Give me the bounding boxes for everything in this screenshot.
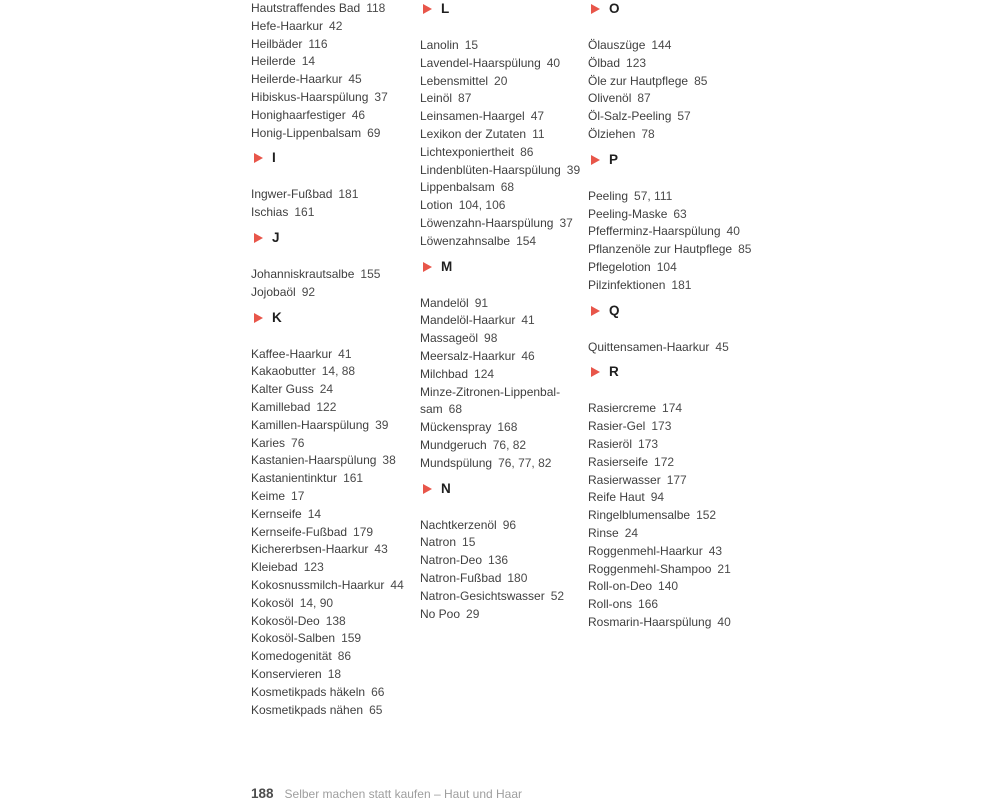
section-letter: N xyxy=(441,480,451,496)
section-letter: K xyxy=(272,309,282,325)
index-entry xyxy=(251,702,411,720)
entry-term: Kokosöl-Deo xyxy=(251,613,320,628)
entry-term: Rasiercreme xyxy=(588,401,657,416)
entry-term: Ischias xyxy=(251,205,289,220)
entry-term: Kalter Guss xyxy=(251,382,314,397)
entry-pages: 94 xyxy=(650,490,665,505)
section-header-i xyxy=(251,149,411,167)
index-entry xyxy=(420,455,580,473)
section-letter: Q xyxy=(609,302,620,318)
entry-pages: 57, 111 xyxy=(634,188,673,203)
entry-term: Kamillebad xyxy=(251,399,311,414)
entry-term: Lindenblüten-Haarspülung xyxy=(420,162,561,177)
entry-pages: 40 xyxy=(546,55,561,70)
section-triangle-icon xyxy=(591,367,600,377)
index-entry xyxy=(588,126,748,144)
entry-term: Ölziehen xyxy=(588,126,636,141)
index-entry xyxy=(251,452,411,470)
entry-term: Löwenzahnsalbe xyxy=(420,233,511,248)
entry-term: Natron-Deo xyxy=(420,553,483,568)
entry-term: Natron xyxy=(420,535,457,550)
entry-term: Jojobaöl xyxy=(251,284,296,299)
index-entry xyxy=(588,108,748,126)
section-letter: L xyxy=(441,1,450,16)
entry-term: Ölauszüge xyxy=(588,38,646,52)
index-entry xyxy=(251,524,411,542)
index-entry xyxy=(251,613,411,631)
entry-pages: 37 xyxy=(559,215,573,230)
index-entry xyxy=(251,399,411,417)
entry-pages: 14, 90 xyxy=(299,595,334,610)
index-entry xyxy=(251,0,411,18)
index-entry xyxy=(420,348,580,366)
index-entry xyxy=(251,284,411,302)
index-column xyxy=(420,0,580,623)
entry-pages: 123 xyxy=(626,55,647,70)
entry-term: Kosmetikpads häkeln xyxy=(251,684,366,699)
index-entry xyxy=(251,684,411,702)
index-entry xyxy=(420,366,580,384)
section-triangle-icon xyxy=(591,155,600,165)
entry-term: Roll-ons xyxy=(588,597,633,612)
entry-pages: 85 xyxy=(738,242,752,257)
index-entry xyxy=(420,606,580,624)
entry-pages: 41 xyxy=(521,313,535,328)
entry-term: Roggenmehl-Shampoo xyxy=(588,561,712,576)
entry-term: Kleiebad xyxy=(251,560,298,575)
index-entry xyxy=(420,126,580,144)
index-entry xyxy=(251,559,411,577)
entry-pages: 45 xyxy=(715,339,729,354)
index-entry xyxy=(420,330,580,348)
entry-term: Nachtkerzenöl xyxy=(420,517,497,532)
index-entry xyxy=(251,266,411,284)
entry-term: Keime xyxy=(251,488,286,503)
section-letter: I xyxy=(272,150,276,166)
index-entry xyxy=(420,419,580,437)
index-entry xyxy=(251,89,411,107)
entry-pages: 69 xyxy=(367,125,381,140)
entry-term: Heilerde-Haarkur xyxy=(251,72,343,87)
section-letter: R xyxy=(609,364,619,380)
entry-term: Meersalz-Haarkur xyxy=(420,348,516,363)
entry-pages: 104, 106 xyxy=(458,198,506,213)
entry-pages: 39 xyxy=(375,417,389,432)
entry-pages: 11 xyxy=(532,126,545,141)
index-entry xyxy=(588,525,748,543)
index-entry xyxy=(588,489,748,507)
entry-pages: 161 xyxy=(294,205,315,220)
index-entry xyxy=(588,73,748,91)
entry-term: Ölbad xyxy=(588,55,621,70)
entry-term: Öl-Salz-Peeling xyxy=(588,109,672,124)
entry-term: Lippenbalsam xyxy=(420,180,495,195)
index-entry xyxy=(251,186,411,204)
entry-pages: 68 xyxy=(500,180,515,195)
index-entry xyxy=(420,534,580,552)
index-entry xyxy=(588,37,748,55)
index-entry xyxy=(588,223,748,241)
entry-term: Roll-on-Deo xyxy=(588,579,653,594)
entry-pages: 24 xyxy=(319,382,334,397)
section-letter: P xyxy=(609,151,619,167)
entry-pages: 21 xyxy=(717,561,731,576)
entry-term: Kokosnussmilch-Haarkur xyxy=(251,577,385,592)
entry-pages: 116 xyxy=(308,36,328,51)
index-entry xyxy=(251,417,411,435)
entry-term: Quittensamen-Haarkur xyxy=(588,339,710,354)
entry-term: Natron-Gesichtswasser xyxy=(420,588,545,603)
section-triangle-icon xyxy=(423,484,432,494)
book-title: Selber machen statt kaufen – Haut und Haar xyxy=(284,787,523,801)
entry-term: Rasierseife xyxy=(588,454,649,469)
index-entry xyxy=(251,488,411,506)
index-entry xyxy=(251,71,411,89)
index-entry xyxy=(251,595,411,613)
entry-term: Rasierwasser xyxy=(588,472,661,487)
index-entry xyxy=(420,437,580,455)
entry-term: Pflegelotion xyxy=(588,259,651,274)
index-entry xyxy=(588,543,748,561)
index-entry xyxy=(420,55,580,73)
index-entry xyxy=(420,295,580,313)
section-header-k xyxy=(251,309,411,327)
index-entry xyxy=(251,470,411,488)
index-entry xyxy=(588,436,748,454)
entry-term: Milchbad xyxy=(420,366,469,381)
index-entry xyxy=(588,596,748,614)
index-entry xyxy=(251,630,411,648)
index-entry xyxy=(251,125,411,143)
section-triangle-icon xyxy=(591,306,600,316)
entry-term: Lavendel-Haarspülung xyxy=(420,55,541,70)
entry-term: Honig-Lippenbalsam xyxy=(251,125,362,140)
entry-pages: 159 xyxy=(341,631,362,646)
index-column xyxy=(588,0,752,632)
entry-term: Pfefferminz-Haarspülung xyxy=(588,224,721,239)
entry-pages: 138 xyxy=(325,613,346,628)
entry-pages: 39 xyxy=(566,162,581,177)
entry-pages: 65 xyxy=(369,702,383,717)
entry-pages: 76, 82 xyxy=(492,437,527,452)
entry-pages: 44 xyxy=(390,577,404,592)
index-entry xyxy=(251,36,411,54)
index-entry xyxy=(420,384,580,420)
entry-pages: 154 xyxy=(516,233,537,248)
entry-term: Lanolin xyxy=(420,38,459,52)
entry-term: Honighaarfestiger xyxy=(251,107,346,122)
index-entry xyxy=(420,570,580,588)
index-entry xyxy=(588,400,748,418)
entry-pages: 41 xyxy=(338,346,352,361)
section-letter: J xyxy=(272,229,280,245)
entry-term: Mundgeruch xyxy=(420,437,487,452)
index-entry xyxy=(420,162,580,180)
index-entry xyxy=(251,18,411,36)
section-header-r xyxy=(588,363,748,381)
entry-pages: 86 xyxy=(520,144,534,159)
entry-term: Kernseife-Fußbad xyxy=(251,524,348,539)
entry-term: Pilzinfektionen xyxy=(588,277,666,292)
index-entry xyxy=(251,506,411,524)
section-letter: M xyxy=(441,258,453,274)
entry-pages: 18 xyxy=(327,666,342,681)
index-entry xyxy=(420,588,580,606)
entry-pages: 180 xyxy=(507,570,528,585)
section-header-l xyxy=(420,0,580,18)
page-footer xyxy=(251,786,522,801)
entry-pages: 86 xyxy=(337,649,352,664)
index-entry xyxy=(420,73,580,91)
entry-pages: 177 xyxy=(666,472,687,487)
entry-term: Mückenspray xyxy=(420,420,492,435)
entry-pages: 87 xyxy=(458,91,472,106)
index-entry xyxy=(420,312,580,330)
entry-pages: 45 xyxy=(348,72,362,87)
entry-pages: 76 xyxy=(291,435,305,450)
index-entry xyxy=(251,666,411,684)
entry-term: Hautstraffendes Bad xyxy=(251,1,361,15)
entry-pages: 78 xyxy=(641,126,655,141)
entry-pages: 20 xyxy=(494,73,508,88)
index-entry xyxy=(251,107,411,125)
index-entry xyxy=(251,541,411,559)
entry-term: Rasier-Gel xyxy=(588,419,646,434)
entry-pages: 76, 77, 82 xyxy=(498,455,552,470)
entry-term: Hibiskus-Haarspülung xyxy=(251,89,369,104)
entry-term: Massageöl xyxy=(420,331,479,346)
entry-term: Rasieröl xyxy=(588,436,633,451)
entry-pages: 40 xyxy=(726,224,740,239)
index-entry xyxy=(251,204,411,222)
entry-term: Minze-Zitronen-Lippenbal- sam xyxy=(420,384,561,417)
index-entry xyxy=(251,346,411,364)
entry-term: Karies xyxy=(251,435,286,450)
index-entry xyxy=(588,339,748,357)
section-letter: O xyxy=(609,1,620,16)
entry-pages: 144 xyxy=(651,38,672,52)
entry-term: Mundspülung xyxy=(420,455,493,470)
entry-term: Lexikon der Zutaten xyxy=(420,126,527,141)
entry-pages: 43 xyxy=(708,543,723,558)
index-entry xyxy=(588,561,748,579)
index-entry xyxy=(420,90,580,108)
entry-pages: 152 xyxy=(696,508,717,523)
index-entry xyxy=(588,55,748,73)
entry-pages: 92 xyxy=(301,284,316,299)
index-entry xyxy=(588,90,748,108)
entry-pages: 96 xyxy=(502,517,517,532)
entry-pages: 91 xyxy=(474,295,489,310)
entry-pages: 42 xyxy=(329,18,343,33)
index-entry xyxy=(420,233,580,251)
entry-pages: 85 xyxy=(694,73,708,88)
entry-pages: 63 xyxy=(673,206,687,221)
entry-pages: 15 xyxy=(462,535,476,550)
entry-term: Kaffee-Haarkur xyxy=(251,346,333,361)
entry-pages: 52 xyxy=(550,588,565,603)
entry-term: Kokosöl-Salben xyxy=(251,631,336,646)
index-entry xyxy=(420,215,580,233)
entry-term: Kosmetikpads nähen xyxy=(251,702,364,717)
entry-term: Leinöl xyxy=(420,91,453,106)
entry-pages: 174 xyxy=(662,401,683,416)
index-entry xyxy=(420,552,580,570)
entry-pages: 172 xyxy=(654,454,675,469)
index-entry xyxy=(251,53,411,71)
entry-pages: 15 xyxy=(464,38,479,52)
entry-pages: 47 xyxy=(530,109,545,124)
index-entry xyxy=(420,179,580,197)
entry-term: Johanniskrautsalbe xyxy=(251,266,355,281)
entry-term: Lotion xyxy=(420,198,453,213)
entry-term: Kichererbsen-Haarkur xyxy=(251,542,369,557)
section-triangle-icon xyxy=(423,4,432,14)
entry-term: Reife Haut xyxy=(588,490,645,505)
entry-term: Roggenmehl-Haarkur xyxy=(588,543,703,558)
entry-pages: 14 xyxy=(301,54,316,69)
entry-term: Lebensmittel xyxy=(420,73,489,88)
entry-pages: 123 xyxy=(303,560,324,575)
entry-pages: 24 xyxy=(624,525,639,540)
index-entry xyxy=(251,435,411,453)
entry-term: Öle zur Hautpflege xyxy=(588,73,689,88)
entry-term: Mandelöl-Haarkur xyxy=(420,313,516,328)
section-header-o xyxy=(588,0,748,18)
index-entry xyxy=(588,578,748,596)
entry-term: Kastanientinktur xyxy=(251,471,338,486)
entry-pages: 57 xyxy=(677,109,691,124)
entry-pages: 17 xyxy=(291,488,305,503)
section-triangle-icon xyxy=(254,233,263,243)
entry-pages: 104 xyxy=(656,259,677,274)
entry-term: Pflanzenöle zur Hautpflege xyxy=(588,242,733,257)
entry-pages: 166 xyxy=(638,597,659,612)
section-header-n xyxy=(420,480,580,498)
entry-term: Leinsamen-Haargel xyxy=(420,109,525,124)
index-entry xyxy=(251,363,411,381)
entry-pages: 122 xyxy=(316,399,337,414)
entry-pages: 46 xyxy=(521,348,535,363)
section-header-j xyxy=(251,229,411,247)
entry-pages: 118 xyxy=(366,1,386,15)
entry-pages: 37 xyxy=(374,89,388,104)
index-entry xyxy=(251,577,411,595)
index-entry xyxy=(420,197,580,215)
section-header-m xyxy=(420,258,580,276)
index-entry xyxy=(251,381,411,399)
entry-term: Löwenzahn-Haarspülung xyxy=(420,215,554,230)
entry-pages: 68 xyxy=(448,402,463,417)
index-entry xyxy=(588,472,748,490)
entry-term: Ingwer-Fußbad xyxy=(251,187,333,202)
entry-pages: 87 xyxy=(637,91,651,106)
entry-term: Kastanien-Haarspülung xyxy=(251,453,377,468)
section-triangle-icon xyxy=(254,313,263,323)
index-entry xyxy=(588,418,748,436)
entry-pages: 38 xyxy=(382,453,396,468)
entry-pages: 168 xyxy=(497,420,518,435)
entry-term: Lichtexponiertheit xyxy=(420,144,515,159)
entry-pages: 179 xyxy=(353,524,374,539)
entry-pages: 140 xyxy=(658,579,679,594)
entry-term: Konservieren xyxy=(251,666,322,681)
entry-pages: 14 xyxy=(307,506,322,521)
index-entry xyxy=(588,241,752,259)
entry-term: Mandelöl xyxy=(420,295,469,310)
entry-pages: 40 xyxy=(717,614,731,629)
index-entry xyxy=(588,259,748,277)
entry-term: Heilerde xyxy=(251,54,296,69)
entry-pages: 173 xyxy=(651,419,672,434)
index-entry xyxy=(588,277,748,295)
page-number: 188 xyxy=(251,786,274,801)
entry-term: Rinse xyxy=(588,525,619,540)
entry-pages: 29 xyxy=(466,606,480,621)
index-column xyxy=(251,0,411,719)
index-entry xyxy=(420,144,580,162)
entry-term: No Poo xyxy=(420,606,461,621)
index-entry xyxy=(588,188,748,206)
entry-pages: 43 xyxy=(374,542,388,557)
index-entry xyxy=(588,614,748,632)
index-entry xyxy=(420,37,580,55)
index-entry xyxy=(588,507,748,525)
entry-term: Rosmarin-Haarspülung xyxy=(588,614,712,629)
entry-pages: 46 xyxy=(351,107,366,122)
entry-term: Kernseife xyxy=(251,506,302,521)
index-entry xyxy=(588,206,748,224)
entry-pages: 181 xyxy=(338,187,359,202)
entry-term: Olivenöl xyxy=(588,91,632,106)
entry-pages: 173 xyxy=(638,436,659,451)
entry-term: Komedogenität xyxy=(251,649,332,664)
entry-term: Kokosöl xyxy=(251,595,294,610)
entry-term: Peeling-Maske xyxy=(588,206,668,221)
index-entry xyxy=(251,648,411,666)
section-header-p xyxy=(588,151,748,169)
entry-term: Kakaobutter xyxy=(251,364,316,379)
section-triangle-icon xyxy=(423,262,432,272)
entry-pages: 181 xyxy=(671,277,692,292)
entry-pages: 98 xyxy=(484,331,498,346)
index-entry xyxy=(420,517,580,535)
entry-pages: 155 xyxy=(360,266,381,281)
section-triangle-icon xyxy=(591,4,600,14)
entry-term: Hefe-Haarkur xyxy=(251,18,324,33)
section-triangle-icon xyxy=(254,153,263,163)
entry-pages: 66 xyxy=(371,684,385,699)
entry-pages: 124 xyxy=(474,366,495,381)
entry-term: Ringelblumensalbe xyxy=(588,508,691,523)
entry-term: Natron-Fußbad xyxy=(420,570,502,585)
index-entry xyxy=(420,108,580,126)
entry-term: Heilbäder xyxy=(251,36,303,51)
entry-pages: 161 xyxy=(343,471,364,486)
index-entry xyxy=(588,454,748,472)
entry-term: Kamillen-Haarspülung xyxy=(251,417,370,432)
entry-pages: 14, 88 xyxy=(321,364,356,379)
entry-pages: 136 xyxy=(488,553,509,568)
section-header-q xyxy=(588,302,748,320)
entry-term: Peeling xyxy=(588,188,629,203)
